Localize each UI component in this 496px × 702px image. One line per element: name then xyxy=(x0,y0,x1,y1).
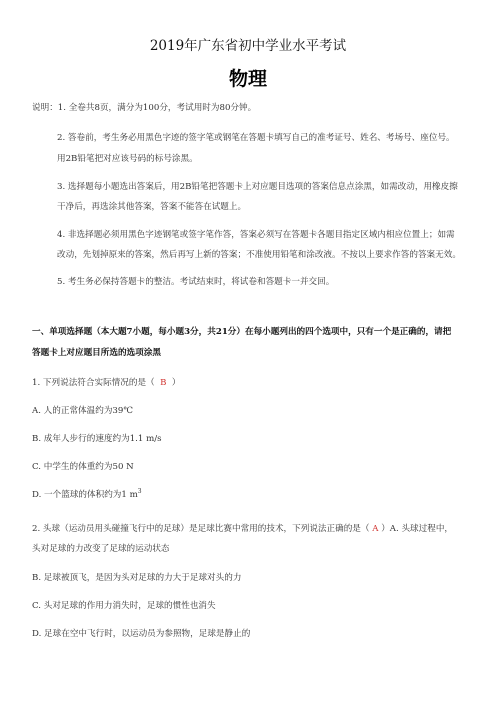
q1-option-d xyxy=(32,488,142,500)
q2-stem-pre: 2. 头球（运动员用头碰撞飞行中的足球）是足球比赛中常用的技术，下列说法正确的是（ xyxy=(32,524,370,534)
instruction-5: 5. 考生务必保持答题卡的整洁。考试结束时，将试卷和答题卡一并交回。 xyxy=(57,277,335,287)
q1-option-c: C. 中学生的体重约为50 N xyxy=(32,462,134,472)
instructions-intro: 说明：1. 全卷共8页，满分为100分，考试用时为80分钟。 xyxy=(32,103,257,113)
q1-stem-pre: 1. 下列说法符合实际情况的是（ xyxy=(32,378,155,388)
q1-option-b: B. 成年人步行的速度约为1.1 m/s xyxy=(32,434,162,444)
instruction-3-line1: 3. 选择题每小题选出答案后，用2B铅笔把答题卡上对应题目选项的答案信息点涂黑，如需改动，用橡皮擦 xyxy=(57,182,458,192)
q1-option-a: A. 人的正常体温约为39℃ xyxy=(32,406,133,416)
instruction-4-line2: 改动，先划掉原来的答案，然后再写上新的答案；不准使用铅笔和涂改液。不按以上要求作答的答案无效。 xyxy=(57,250,461,260)
q2-stem-line2: 头对足球的力改变了足球的运动状态 xyxy=(32,544,170,554)
instruction-3-line2: 干净后，再选涂其他答案，答案不能答在试题上。 xyxy=(57,202,247,212)
instruction-2-line1: 2. 答卷前，考生务必用黑色字迹的签字笔或钢笔在答题卡填写自己的准考证号、姓名、考场号、座位号。 xyxy=(57,133,455,143)
q1-option-d-text: D. 一个篮球的体积约为1 m xyxy=(32,490,138,500)
exam-title: 2019年广东省初中学业水平考试 xyxy=(149,38,347,54)
q1-answer: B xyxy=(160,378,167,388)
q1-stem-post: ） xyxy=(171,378,181,388)
q2-answer: A xyxy=(372,524,379,534)
q1-stem xyxy=(32,376,181,388)
q1-option-d-superscript: 3 xyxy=(137,488,142,496)
q2-option-b: B. 足球被顶飞，是因为头对足球的力大于足球对头的力 xyxy=(32,573,242,583)
instruction-4-line1: 4. 非选择题必须用黑色字迹钢笔或签字笔作答，答案必须写在答题卡各题目指定区域内相应位置上；如需 xyxy=(57,230,455,240)
q2-stem-post: ）A. 头球过程中， xyxy=(381,524,454,534)
q2-stem-line1 xyxy=(32,522,453,534)
q2-option-d: D. 足球在空中飞行时，以运动员为参照物，足球是静止的 xyxy=(32,629,251,639)
q2-option-c: C. 头对足球的作用力消失时，足球的惯性也消失 xyxy=(32,601,216,611)
instruction-2-line2: 用2B铅笔把对应该号码的标号涂黑。 xyxy=(57,154,198,164)
section-heading-line1: 一、单项选择题（本大题7小题，每小题3分，共21分）在每小题列出的四个选项中，只有一个是正确的，请把 xyxy=(32,327,452,337)
subject-title: 物理 xyxy=(228,68,267,90)
section-heading-line2: 答题卡上对应题目所选的选项涂黑 xyxy=(32,348,161,358)
